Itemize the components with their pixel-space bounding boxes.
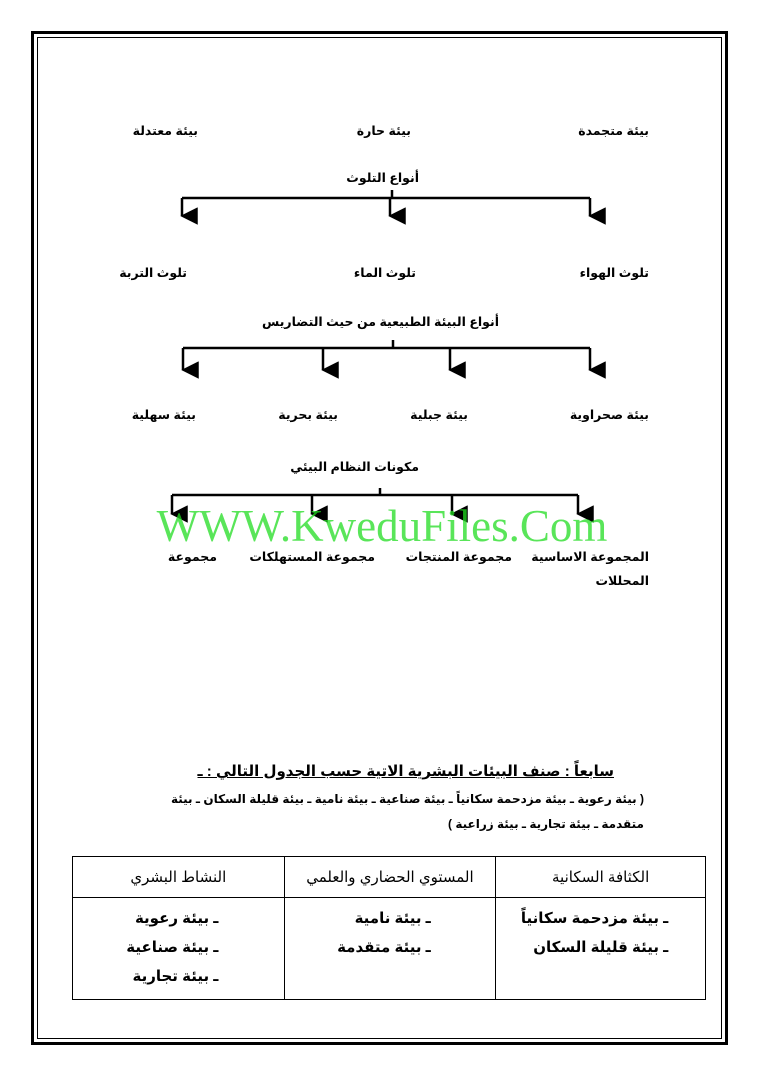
- list-item: ـ بيئة مزدحمة سكانياً: [520, 910, 669, 927]
- table-row: [73, 898, 706, 1000]
- list-item: ـ بيئة قليلة السكان: [533, 939, 669, 956]
- cell-activity: [73, 898, 285, 1000]
- terrain-title: أنواع البيئة الطبيعية من حيث التضاريس: [262, 315, 499, 329]
- list-item: ـ بيئة متقدمة: [337, 939, 431, 956]
- ecosystem-basic: المجموعة الاساسية: [531, 550, 649, 564]
- cell-civilization: [284, 898, 496, 1000]
- watermark: WWW.KweduFiles.Com: [156, 501, 608, 551]
- list-item: ـ بيئة تجارية: [132, 968, 219, 985]
- ecosystem-title: مكونات النظام البيئي: [290, 460, 419, 474]
- terrain-sea: بيئة بحرية: [278, 408, 338, 422]
- env-frozen: بيئة متجمدة: [578, 124, 649, 138]
- ecosystem-producers: مجموعة المنتجات: [405, 550, 512, 564]
- ecosystem-decomposers-cont: المحللات: [595, 574, 649, 588]
- terrain-desert: بيئة صحراوية: [569, 408, 649, 422]
- classification-table: [72, 856, 706, 1000]
- list-item: ـ بيئة صناعية: [126, 939, 219, 956]
- list-item: ـ بيئة رعوية: [134, 910, 219, 927]
- pollution-air: تلوث الهواء: [579, 266, 649, 280]
- header-activity: النشاط البشري: [73, 857, 285, 898]
- header-density: الكثافة السكانية: [496, 857, 706, 898]
- header-civilization: المستوي الحضاري والعلمي: [284, 857, 496, 898]
- env-hot: بيئة حارة: [356, 124, 411, 138]
- env-moderate: بيئة معتدلة: [132, 124, 198, 138]
- pollution-title: أنواع التلوث: [346, 171, 419, 185]
- table-header-row: [73, 857, 706, 898]
- list-item: ـ بيئة نامية: [354, 910, 431, 927]
- ecosystem-consumers: مجموعة المستهلكات: [249, 550, 375, 564]
- pollution-water: تلوث الماء: [353, 266, 416, 280]
- pollution-soil: تلوث التربة: [119, 266, 187, 280]
- options-list-line1: ( بيئة رعوية ـ بيئة مزدحمة سكانياً ـ بيئة صناعية ـ بيئة نامية ـ بيئة قليلة السكان ـ بيئة: [170, 792, 644, 806]
- ecosystem-decomposers: مجموعة: [167, 550, 217, 564]
- terrain-plain: بيئة سهلية: [131, 408, 196, 422]
- section-heading: سابعاً : صنف البيئات البشرية الاتية حسب الجدول التالي : ـ: [197, 763, 614, 780]
- options-list-line2: متقدمة ـ بيئة تجارية ـ بيئة زراعية ): [448, 817, 644, 831]
- terrain-mountain: بيئة جبلية: [410, 408, 468, 422]
- cell-density: [496, 898, 706, 1000]
